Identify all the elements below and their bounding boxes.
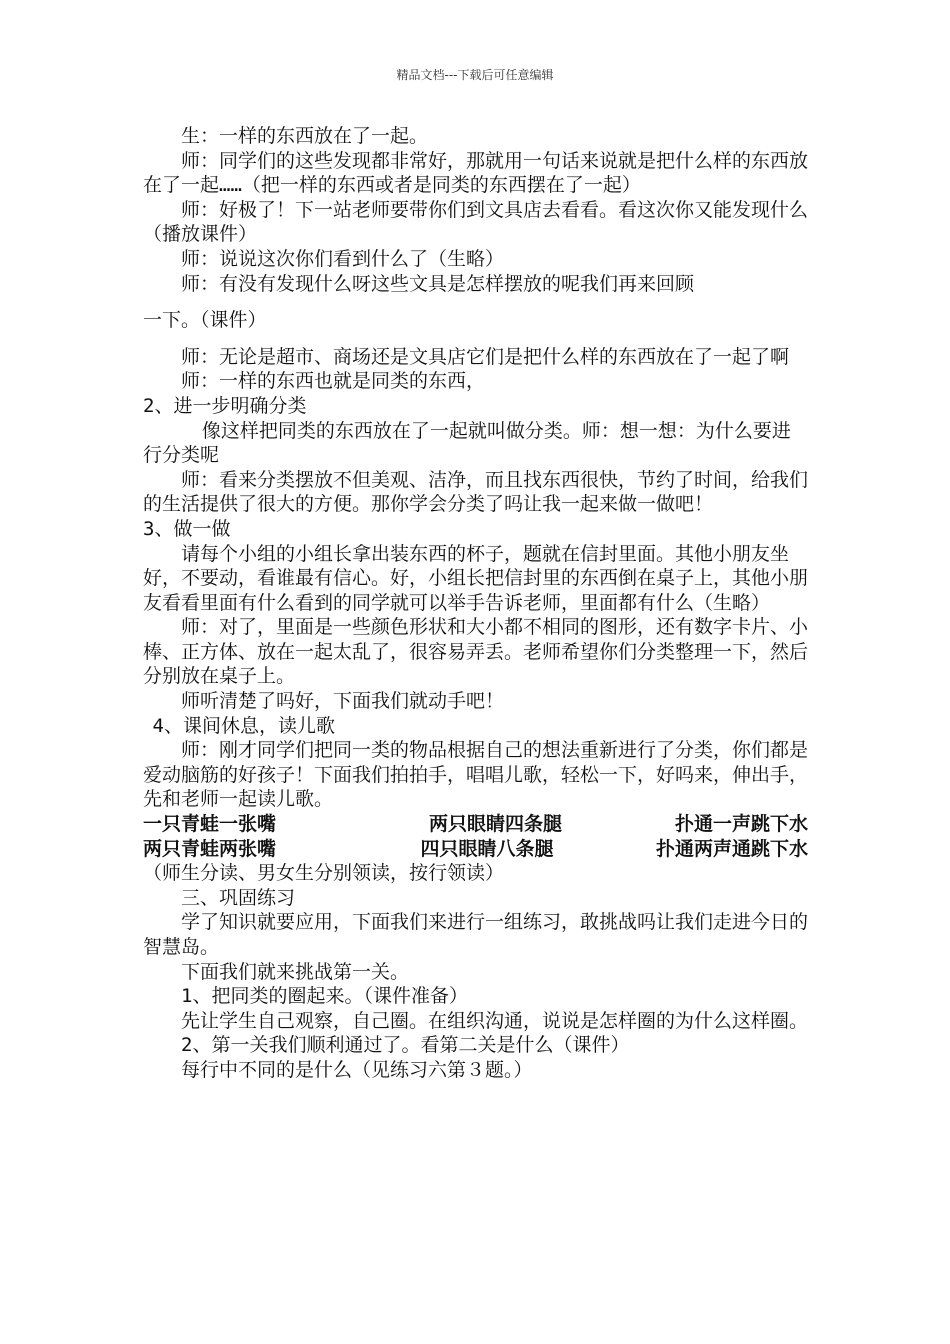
paragraph: （师生分读、男女生分别领读，按行领读） xyxy=(143,862,505,885)
rhyme-phrase: 两只青蛙两张嘴 xyxy=(143,837,277,860)
section-heading: 3、做一做 xyxy=(143,517,231,540)
paragraph: 先让学生自己观察，自己圈。在组织沟通，说说是怎样圈的为什么这样圈。 xyxy=(181,1009,809,1032)
document-body xyxy=(143,124,808,1083)
rhyme-phrase: 一只青蛙一张嘴 xyxy=(143,813,277,836)
section-heading: 4、课间休息，读儿歌 xyxy=(152,714,335,737)
paragraph: 师：刚才同学们把同一类的物品根据自己的想法重新进行了分类，你们都是爱动脑筋的好孩子！下面我们拍拍手，唱唱儿歌，轻松一下，好吗来，伸出手，先和老师一起读儿歌。 xyxy=(143,739,809,811)
paragraph: 师：有没有发现什么呀这些文具是怎样摆放的呢我们再来回顾 xyxy=(181,272,695,295)
paragraph: 生：一样的东西放在了一起。 xyxy=(181,125,429,147)
paragraph: 师：对了，里面是一些颜色形状和大小都不相同的图形，还有数字卡片、小棒、正方体、放在一起太乱了，很容易弄丢。老师希望你们分类整理一下，然后分别放在桌子上。 xyxy=(143,616,809,688)
paragraph: 一下。（课件） xyxy=(143,309,267,332)
rhyme-phrase: 扑通两声通跳下水 xyxy=(655,837,808,860)
rhyme-line-1 xyxy=(143,812,808,837)
section-heading: 三、巩固练习 xyxy=(181,886,296,909)
paragraph: 2、第一关我们顺利通过了。看第二关是什么（课件） xyxy=(181,1034,630,1057)
paragraph: 师：同学们的这些发现都非常好，那就用一句话来说就是把什么样的东西放在了一起……（把一样的东西或者是同类的东西摆在了一起） xyxy=(143,149,809,197)
rhyme-phrase: 扑通一声跳下水 xyxy=(674,813,808,836)
paragraph: 像这样把同类的东西放在了一起就叫做分类。师：想一想：为什么要进行分类呢 xyxy=(143,419,791,467)
paragraph: 师：无论是超市、商场还是文具店它们是把什么样的东西放在了一起了啊 xyxy=(181,345,790,368)
paragraph: 师：一样的东西也就是同类的东西， xyxy=(181,370,486,393)
rhyme-phrase: 两只眼睛四条腿 xyxy=(428,813,562,836)
paragraph: 1、把同类的圈起来。（课件准备） xyxy=(181,985,468,1008)
rhyme-phrase: 四只眼睛八条腿 xyxy=(420,837,554,860)
paragraph: 请每个小组的小组长拿出装东西的杯子，题就在信封里面。其他小朋友坐好，不要动，看谁最有信心。好，小组长把信封里的东西倒在桌子上，其他小朋友看看里面有什么看到的同学就可以举手告诉老师，里面都有什么（生略） xyxy=(143,542,809,614)
paragraph: 学了知识就要应用，下面我们来进行一组练习，敢挑战吗让我们走进今日的智慧岛。 xyxy=(143,911,809,958)
section-heading: 2、进一步明确分类 xyxy=(143,394,307,417)
paragraph: 师：说说这次你们看到什么了（生略） xyxy=(181,247,505,270)
paragraph: 下面我们就来挑战第一关。 xyxy=(181,960,410,983)
rhyme-line-2 xyxy=(143,837,808,862)
page-header: 精品文档---下载后可任意编辑 xyxy=(396,68,554,82)
paragraph: 每行中不同的是什么（见练习六第３题。） xyxy=(181,1058,533,1081)
paragraph: 师听清楚了吗好，下面我们就动手吧！ xyxy=(181,690,505,713)
paragraph: 师：看来分类摆放不但美观、洁净，而且找东西很快，节约了时间，给我们的生活提供了很大的方便。那你学会分类了吗让我一起来做一做吧！ xyxy=(143,468,809,516)
paragraph: 师：好极了！下一站老师要带你们到文具店去看看。看这次你又能发现什么（播放课件） xyxy=(143,198,809,246)
